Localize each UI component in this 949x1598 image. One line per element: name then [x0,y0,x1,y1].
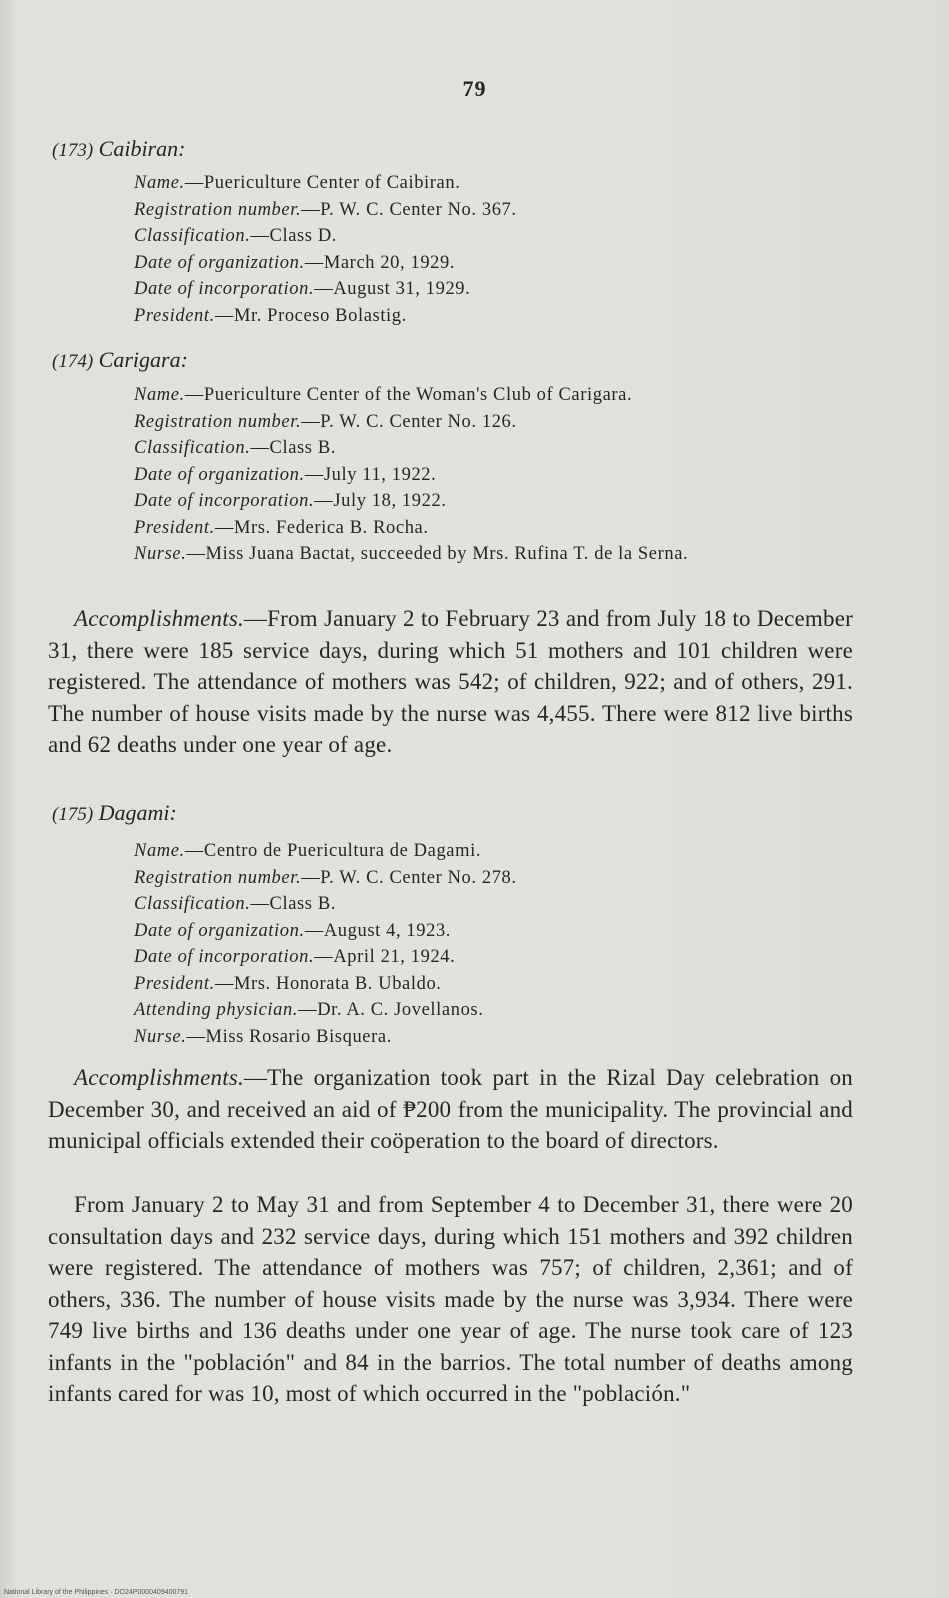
section-fields-175 [134,838,864,1050]
field-label: Date of organization. [134,252,305,273]
field-row [134,1024,864,1051]
field-value: —P. W. C. Center No. 278. [301,867,517,888]
field-value: —Class B. [250,438,337,458]
field-value: —Mr. Proceso Bolastig. [214,305,407,326]
paragraph-label: Accomplishments. [74,1065,244,1090]
field-label: Date of incorporation. [134,947,315,967]
accomplishments-paragraph-174 [48,603,853,761]
field-value: —April 21, 1924. [314,947,456,967]
field-label: President. [134,973,215,994]
field-value: —Class B. [250,894,337,914]
field-row [134,409,864,436]
field-row [134,276,864,303]
field-label: Nurse. [134,544,187,564]
section-number: (174) [52,351,94,372]
field-value: —March 20, 1929. [304,252,456,273]
field-row [134,170,864,197]
statistics-paragraph-175 [48,1189,853,1410]
paragraph-text: From January 2 to May 31 and from September 4 to December 31, there were 20 consultation days and 232 service days, during which 151 mothers and 392 children were registered. The attendance of mothers was 757; of children, 2,361; and of others, 336. The number of house visits made by the nurse was 3,934. There were 749 live births and 136 deaths under one year of age. The nurse took care of 123 infants in the "población" and 84 in the barrios. The total number of deaths among infants cared for was 10, most of which occurred in the "población." [48,1192,853,1406]
field-label: Name. [134,173,185,193]
section-place: Dagami: [98,800,177,825]
section-number: (175) [52,804,94,825]
page-number: 79 [462,76,487,101]
field-row [134,303,864,330]
field-label: President. [134,517,215,538]
field-row [134,223,864,250]
paragraph-text: —From January 2 to February 23 and from July 18 to December 31, there were 185 service days, during which 51 mothers and 101 children were registered. The attendance of mothers was 542; of children, 922; and of others, 291. The number of house visits made by the nurse was 4,455. There were 812 live births and 62 deaths under one year of age. [48,606,853,757]
field-row [134,382,864,409]
field-value: —Class D. [250,226,338,246]
section-heading-175 [52,800,177,826]
field-row [134,462,864,489]
field-label: Registration number. [134,411,302,432]
field-value: —Puericulture Center of the Woman's Club of Carigara. [184,385,633,405]
accomplishments-paragraph-175 [48,1062,853,1157]
field-label: Attending physician. [134,1000,299,1020]
field-row [134,250,864,277]
field-row [134,435,864,462]
field-row [134,944,864,971]
field-row [134,515,864,542]
field-label: Date of organization. [134,464,305,485]
field-value: —Mrs. Honorata B. Ubaldo. [214,973,442,994]
field-label: President. [134,305,215,326]
field-value: —August 31, 1929. [314,279,471,299]
field-value: —Miss Juana Bactat, succeeded by Mrs. Rufina T. de la Serna. [186,544,689,564]
field-value: —P. W. C. Center No. 126. [301,411,517,432]
field-row [134,865,864,892]
section-place: Carigara: [98,347,188,372]
field-row [134,197,864,224]
field-value: —P. W. C. Center No. 367. [301,199,517,220]
field-label: Registration number. [134,199,302,220]
field-label: Registration number. [134,867,302,888]
field-label: Nurse. [134,1026,187,1047]
field-label: Name. [134,841,185,861]
field-row [134,997,864,1024]
paragraph-label: Accomplishments. [74,606,244,631]
field-value: —Miss Rosario Bisquera. [186,1026,392,1047]
field-value: —July 11, 1922. [304,464,437,485]
field-value: —Dr. A. C. Jovellanos. [298,1000,484,1020]
field-value: —Centro de Puericultura de Dagami. [184,841,482,861]
field-row [134,838,864,865]
archive-footer: National Library of the Philippines · DO24P0000409400791 [4,1589,189,1596]
field-value: —August 4, 1923. [304,920,452,941]
field-label: Classification. [134,226,251,246]
section-fields-173 [134,170,864,329]
field-label: Classification. [134,438,251,458]
section-heading-173 [52,136,185,162]
field-value: —Puericulture Center of Caibiran. [184,173,461,193]
field-label: Date of incorporation. [134,279,315,299]
field-row [134,971,864,998]
field-label: Classification. [134,894,251,914]
section-place: Caibiran: [98,136,186,161]
field-row [134,541,864,568]
field-row [134,918,864,945]
field-label: Date of incorporation. [134,491,315,511]
section-number: (173) [52,140,94,161]
field-row [134,891,864,918]
field-label: Date of organization. [134,920,305,941]
section-heading-174 [52,347,188,373]
field-value: —Mrs. Federica B. Rocha. [214,517,429,538]
field-value: —July 18, 1922. [314,491,447,511]
field-label: Name. [134,385,185,405]
paragraph-text: —The organization took part in the Rizal Day celebration on December 30, and received an aid of ₱200 from the municipality. The provincial and municipal officials extended their coöperation to the board of directors. [48,1065,853,1153]
section-fields-174 [134,382,864,568]
field-row [134,488,864,515]
